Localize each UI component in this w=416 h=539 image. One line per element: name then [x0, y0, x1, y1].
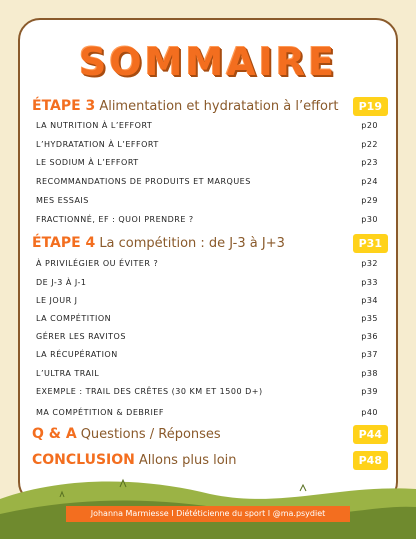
section-key: ÉTAPE 4 — [32, 235, 96, 251]
list-item[interactable] — [36, 121, 378, 130]
item-page: p36 — [361, 332, 378, 341]
item-label: FRACTIONNÉ, EF : QUOI PRENDRE ? — [36, 215, 194, 224]
item-page: p33 — [361, 278, 378, 287]
item-page: p30 — [361, 215, 378, 224]
item-page: p23 — [361, 158, 378, 167]
item-label: MES ESSAIS — [36, 196, 89, 205]
section-etape3[interactable] — [32, 98, 384, 114]
item-label: L’HYDRATATION À L’EFFORT — [36, 140, 159, 149]
item-page: p24 — [361, 177, 378, 186]
item-page: p32 — [361, 259, 378, 268]
item-label: DE J-3 À J-1 — [36, 278, 87, 287]
item-label: MA COMPÉTITION & DEBRIEF — [36, 408, 164, 417]
section-key: CONCLUSION — [32, 452, 135, 468]
page-badge: P19 — [353, 97, 388, 116]
item-page: p35 — [361, 314, 378, 323]
section-key: Q & A — [32, 426, 77, 442]
item-page: p20 — [361, 121, 378, 130]
list-item[interactable] — [36, 387, 378, 396]
footer-banner: Johanna Marmiesse I Diététicienne du sport I @ma.psydiet — [66, 506, 350, 522]
list-item[interactable] — [36, 408, 378, 417]
item-page: p40 — [361, 408, 378, 417]
page-badge: P48 — [353, 451, 388, 470]
section-label: Alimentation et hydratation à l’effort — [99, 98, 339, 114]
item-label: RECOMMANDATIONS DE PRODUITS ET MARQUES — [36, 177, 251, 186]
item-page: p34 — [361, 296, 378, 305]
grass-hills — [0, 469, 416, 539]
section-conclusion[interactable] — [32, 452, 384, 468]
list-item[interactable] — [36, 369, 378, 378]
list-item[interactable] — [36, 296, 378, 305]
list-item[interactable] — [36, 314, 378, 323]
item-label: EXEMPLE : TRAIL DES CRÊTES (30 KM ET 1500 D+) — [36, 387, 263, 396]
list-item[interactable] — [36, 259, 378, 268]
toc-card — [18, 18, 398, 504]
section-etape4[interactable] — [32, 235, 384, 251]
item-label: LA RÉCUPÉRATION — [36, 350, 118, 359]
list-item[interactable] — [36, 332, 378, 341]
item-label: LA COMPÉTITION — [36, 314, 112, 323]
item-label: LA NUTRITION À L’EFFORT — [36, 121, 153, 130]
list-item[interactable] — [36, 140, 378, 149]
page-badge: P31 — [353, 234, 388, 253]
section-qa[interactable] — [32, 426, 384, 442]
list-item[interactable] — [36, 350, 378, 359]
list-item[interactable] — [36, 196, 378, 205]
item-page: p37 — [361, 350, 378, 359]
page-title: SOMMAIRE — [78, 40, 338, 84]
item-label: LE JOUR J — [36, 296, 78, 305]
section-key: ÉTAPE 3 — [32, 98, 96, 114]
list-item[interactable] — [36, 215, 378, 224]
item-label: LE SODIUM À L’EFFORT — [36, 158, 139, 167]
section-label: La compétition : de J-3 à J+3 — [99, 235, 285, 251]
item-label: À PRIVILÉGIER OU ÉVITER ? — [36, 259, 159, 268]
item-page: p39 — [361, 387, 378, 396]
section-label: Questions / Réponses — [80, 426, 221, 442]
item-page: p22 — [361, 140, 378, 149]
page-badge: P44 — [353, 425, 388, 444]
list-item[interactable] — [36, 158, 378, 167]
item-label: GÉRER LES RAVITOS — [36, 332, 126, 341]
item-page: p38 — [361, 369, 378, 378]
section-label: Allons plus loin — [138, 452, 237, 468]
item-page: p29 — [361, 196, 378, 205]
list-item[interactable] — [36, 278, 378, 287]
list-item[interactable] — [36, 177, 378, 186]
item-label: L’ULTRA TRAIL — [36, 369, 100, 378]
